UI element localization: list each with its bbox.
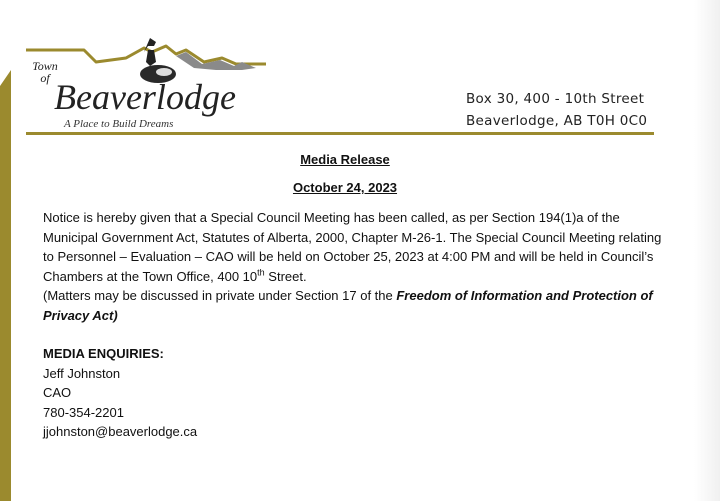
logo-town-name: Beaverlodge [54, 77, 236, 117]
town-address [466, 88, 647, 132]
logo-tagline: A Place to Build Dreams [64, 118, 174, 130]
notice-paragraph: Notice is hereby given that a Special Council Meeting has been called, as per Section 194(1)a of the Municipal Government Act, Statutes of Alberta, 2000, Chapter M-26-1. The Special Council Meeting relating to Personnel – Evaluation – CAO will be held on October 25, 2023 at 4:00 PM and will be held in Council’s Chambers at the Town Office, 400 10th Street. [43, 210, 662, 284]
release-title: Media Release [300, 152, 390, 167]
left-accent-corner [0, 70, 11, 86]
contact-phone: 780-354-2201 [43, 404, 124, 420]
private-note: (Matters may be discussed in private under Section 17 of the Freedom of Information and Protection of Privacy Act) [43, 288, 653, 323]
release-date: October 24, 2023 [292, 180, 398, 195]
address-line-2: Beaverlodge, AB T0H 0C0 [466, 113, 648, 129]
left-accent-bar [0, 86, 11, 501]
contact-name: Jeff Johnston [43, 365, 121, 381]
foip-act-name: Freedom of Information and Protection of Privacy Act) [43, 288, 653, 323]
contact-email: jjohnston@beaverlodge.ca [43, 424, 198, 439]
address-line-1: Box 30, 400 - 10th Street [466, 91, 645, 107]
logo-town-prefix: Town of [32, 59, 58, 85]
media-enquiries-heading: MEDIA ENQUIRIES: [43, 346, 164, 361]
release-body [43, 208, 663, 325]
media-contact-block [43, 344, 197, 442]
header-divider [26, 132, 654, 135]
right-edge-shadow [694, 0, 720, 501]
contact-title: CAO [43, 385, 72, 400]
town-logo [26, 32, 266, 136]
